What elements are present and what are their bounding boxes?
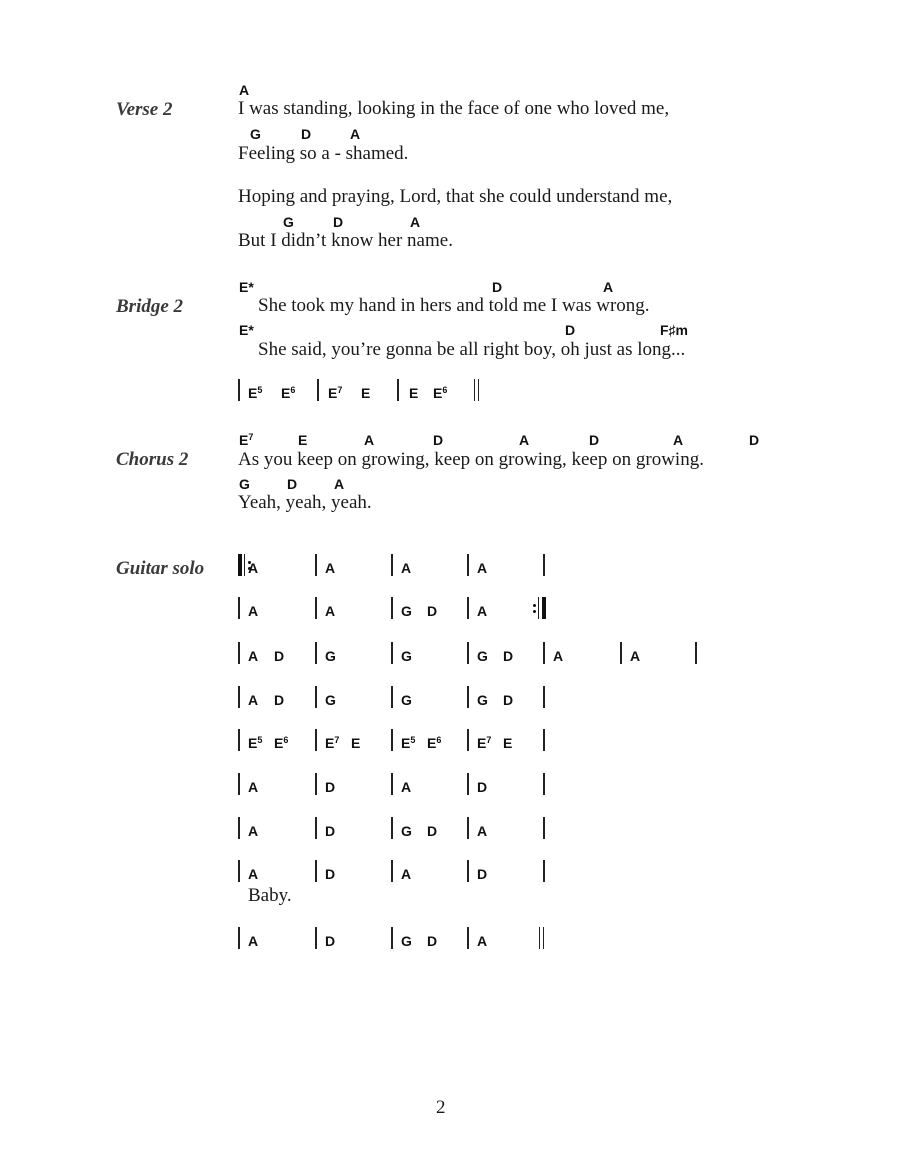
page-number: 2 [436, 1097, 446, 1118]
chord: D [325, 823, 336, 839]
chord: D [287, 476, 298, 492]
chord: D [325, 866, 336, 882]
bar-line [620, 642, 622, 664]
chord: G [401, 823, 412, 839]
chord: D [433, 432, 444, 448]
bar-line [467, 729, 469, 751]
bar-line [467, 597, 469, 619]
chord: A [410, 214, 421, 230]
chord: A [401, 779, 412, 795]
chord: G [283, 214, 294, 230]
lyric-line: But I didn’t know her name. [238, 230, 453, 251]
chord: D [427, 933, 438, 949]
lyric-line: I was standing, looking in the face of one who loved me, [238, 98, 670, 119]
chord: A [248, 823, 259, 839]
chord: G [477, 692, 488, 708]
chord: D [477, 779, 488, 795]
chord: D [749, 432, 760, 448]
bar-line [543, 729, 545, 751]
chord: E [298, 432, 308, 448]
chord: D [503, 648, 514, 664]
chord: A [364, 432, 375, 448]
chord: $E^5$ [401, 735, 416, 751]
bar-line [543, 642, 545, 664]
chord: D [274, 648, 285, 664]
chord: $E^6$ [427, 735, 442, 751]
chord: F♯m [660, 322, 688, 338]
bar-line [238, 642, 240, 664]
end-bar-line [478, 379, 479, 401]
bar-line [467, 686, 469, 708]
bar-line [238, 773, 240, 795]
chord: G [401, 692, 412, 708]
bar-line [315, 927, 317, 949]
bar-line [238, 729, 240, 751]
chord: $E^7$ [328, 385, 343, 401]
bar-line [315, 597, 317, 619]
section-label-chorus-2: Chorus 2 [116, 449, 189, 470]
bar-line [391, 773, 393, 795]
bar-line [391, 642, 393, 664]
chord: $E^6$ [274, 735, 289, 751]
bar-line [543, 554, 545, 576]
chord: A [325, 603, 336, 619]
bar-line [238, 927, 240, 949]
lyric-line: As you keep on growing, keep on growing, keep on growing. [238, 449, 704, 470]
chord: A [477, 823, 488, 839]
chord: E [361, 385, 371, 401]
chord: A [248, 933, 259, 949]
bar-line [315, 860, 317, 882]
bar-line [391, 729, 393, 751]
chord: A [248, 648, 259, 664]
chord: D [589, 432, 600, 448]
bar-line [315, 642, 317, 664]
chord: E [503, 735, 513, 751]
repeat-dot [533, 610, 536, 613]
bar-line [315, 686, 317, 708]
chord: G [477, 648, 488, 664]
bar-line [315, 554, 317, 576]
chord: A [350, 126, 361, 142]
chord: A [630, 648, 641, 664]
chord: D [333, 214, 344, 230]
end-bar-line [474, 379, 475, 401]
repeat-end-thick-bar [542, 597, 546, 619]
bar-line [543, 773, 545, 795]
end-bar-line [539, 927, 540, 949]
chord: A [603, 279, 614, 295]
bar-line [391, 686, 393, 708]
repeat-start-thin-bar [244, 554, 245, 576]
chord: D [325, 779, 336, 795]
lyric-line: Hoping and praying, Lord, that she could understand me, [238, 186, 673, 207]
chord: G [401, 648, 412, 664]
chord: A [248, 779, 259, 795]
chord: $E^5$ [248, 385, 263, 401]
bar-line [315, 817, 317, 839]
bar-line [391, 597, 393, 619]
chord: G [401, 603, 412, 619]
chord: A [477, 603, 488, 619]
lyric-line: She said, you’re gonna be all right boy, oh just as long... [258, 339, 686, 360]
bar-line [391, 927, 393, 949]
bar-line [238, 686, 240, 708]
bar-line [543, 860, 545, 882]
chord: G [325, 692, 336, 708]
chord: A [553, 648, 564, 664]
bar-line [238, 817, 240, 839]
bar-line [238, 379, 240, 401]
chord: A [401, 560, 412, 576]
bar-line [467, 642, 469, 664]
chord: A [239, 82, 250, 98]
chord: $E^7$ [239, 432, 254, 448]
lyric-line: Baby. [248, 885, 292, 906]
lyric-line: Feeling so a - shamed. [238, 143, 409, 164]
chord: A [325, 560, 336, 576]
chord: D [565, 322, 576, 338]
end-bar-line [543, 927, 544, 949]
bar-line [391, 554, 393, 576]
chord: E [351, 735, 361, 751]
chord: A [248, 692, 259, 708]
bar-line [543, 817, 545, 839]
chord: E* [239, 322, 254, 338]
section-label-guitar-solo: Guitar solo [116, 558, 205, 579]
chord: D [274, 692, 285, 708]
lyric-line: She took my hand in hers and told me I was wrong. [258, 295, 650, 316]
bar-line [238, 597, 240, 619]
chord: D [503, 692, 514, 708]
section-label-verse-2: Verse 2 [116, 99, 173, 120]
chord: A [248, 866, 259, 882]
chord: E [409, 385, 419, 401]
bar-line [315, 729, 317, 751]
chord: D [477, 866, 488, 882]
chord: D [492, 279, 503, 295]
bar-line [467, 927, 469, 949]
chord: $E^6$ [281, 385, 296, 401]
bar-line [317, 379, 319, 401]
chord-extension: 7 [248, 432, 254, 442]
bar-line [391, 817, 393, 839]
chord: G [325, 648, 336, 664]
chord: D [301, 126, 312, 142]
chord: A [248, 603, 259, 619]
chord: $E^6$ [433, 385, 448, 401]
bar-line [695, 642, 697, 664]
chord: G [239, 476, 250, 492]
chord: A [401, 866, 412, 882]
section-label-bridge-2: Bridge 2 [116, 296, 184, 317]
chord: A [248, 560, 259, 576]
chord: E* [239, 279, 254, 295]
chord: A [334, 476, 345, 492]
repeat-dot [533, 604, 536, 607]
chord: A [519, 432, 530, 448]
bar-line [391, 860, 393, 882]
bar-line [397, 379, 399, 401]
chord: $E^7$ [325, 735, 340, 751]
lyric-line: Yeah, yeah, yeah. [238, 492, 372, 513]
chord: A [673, 432, 684, 448]
chord: $E^5$ [248, 735, 263, 751]
chord: D [325, 933, 336, 949]
repeat-start-thick-bar [238, 554, 242, 576]
bar-line [543, 686, 545, 708]
chord: D [427, 603, 438, 619]
bar-line [467, 773, 469, 795]
chord: G [401, 933, 412, 949]
bar-line [315, 773, 317, 795]
chord: A [477, 933, 488, 949]
bar-line [467, 554, 469, 576]
chord: G [250, 126, 261, 142]
chord: $E^7$ [477, 735, 492, 751]
chord: D [427, 823, 438, 839]
chord: A [477, 560, 488, 576]
bar-line [467, 860, 469, 882]
bar-line [238, 860, 240, 882]
bar-line [467, 817, 469, 839]
repeat-end-thin-bar [538, 597, 539, 619]
